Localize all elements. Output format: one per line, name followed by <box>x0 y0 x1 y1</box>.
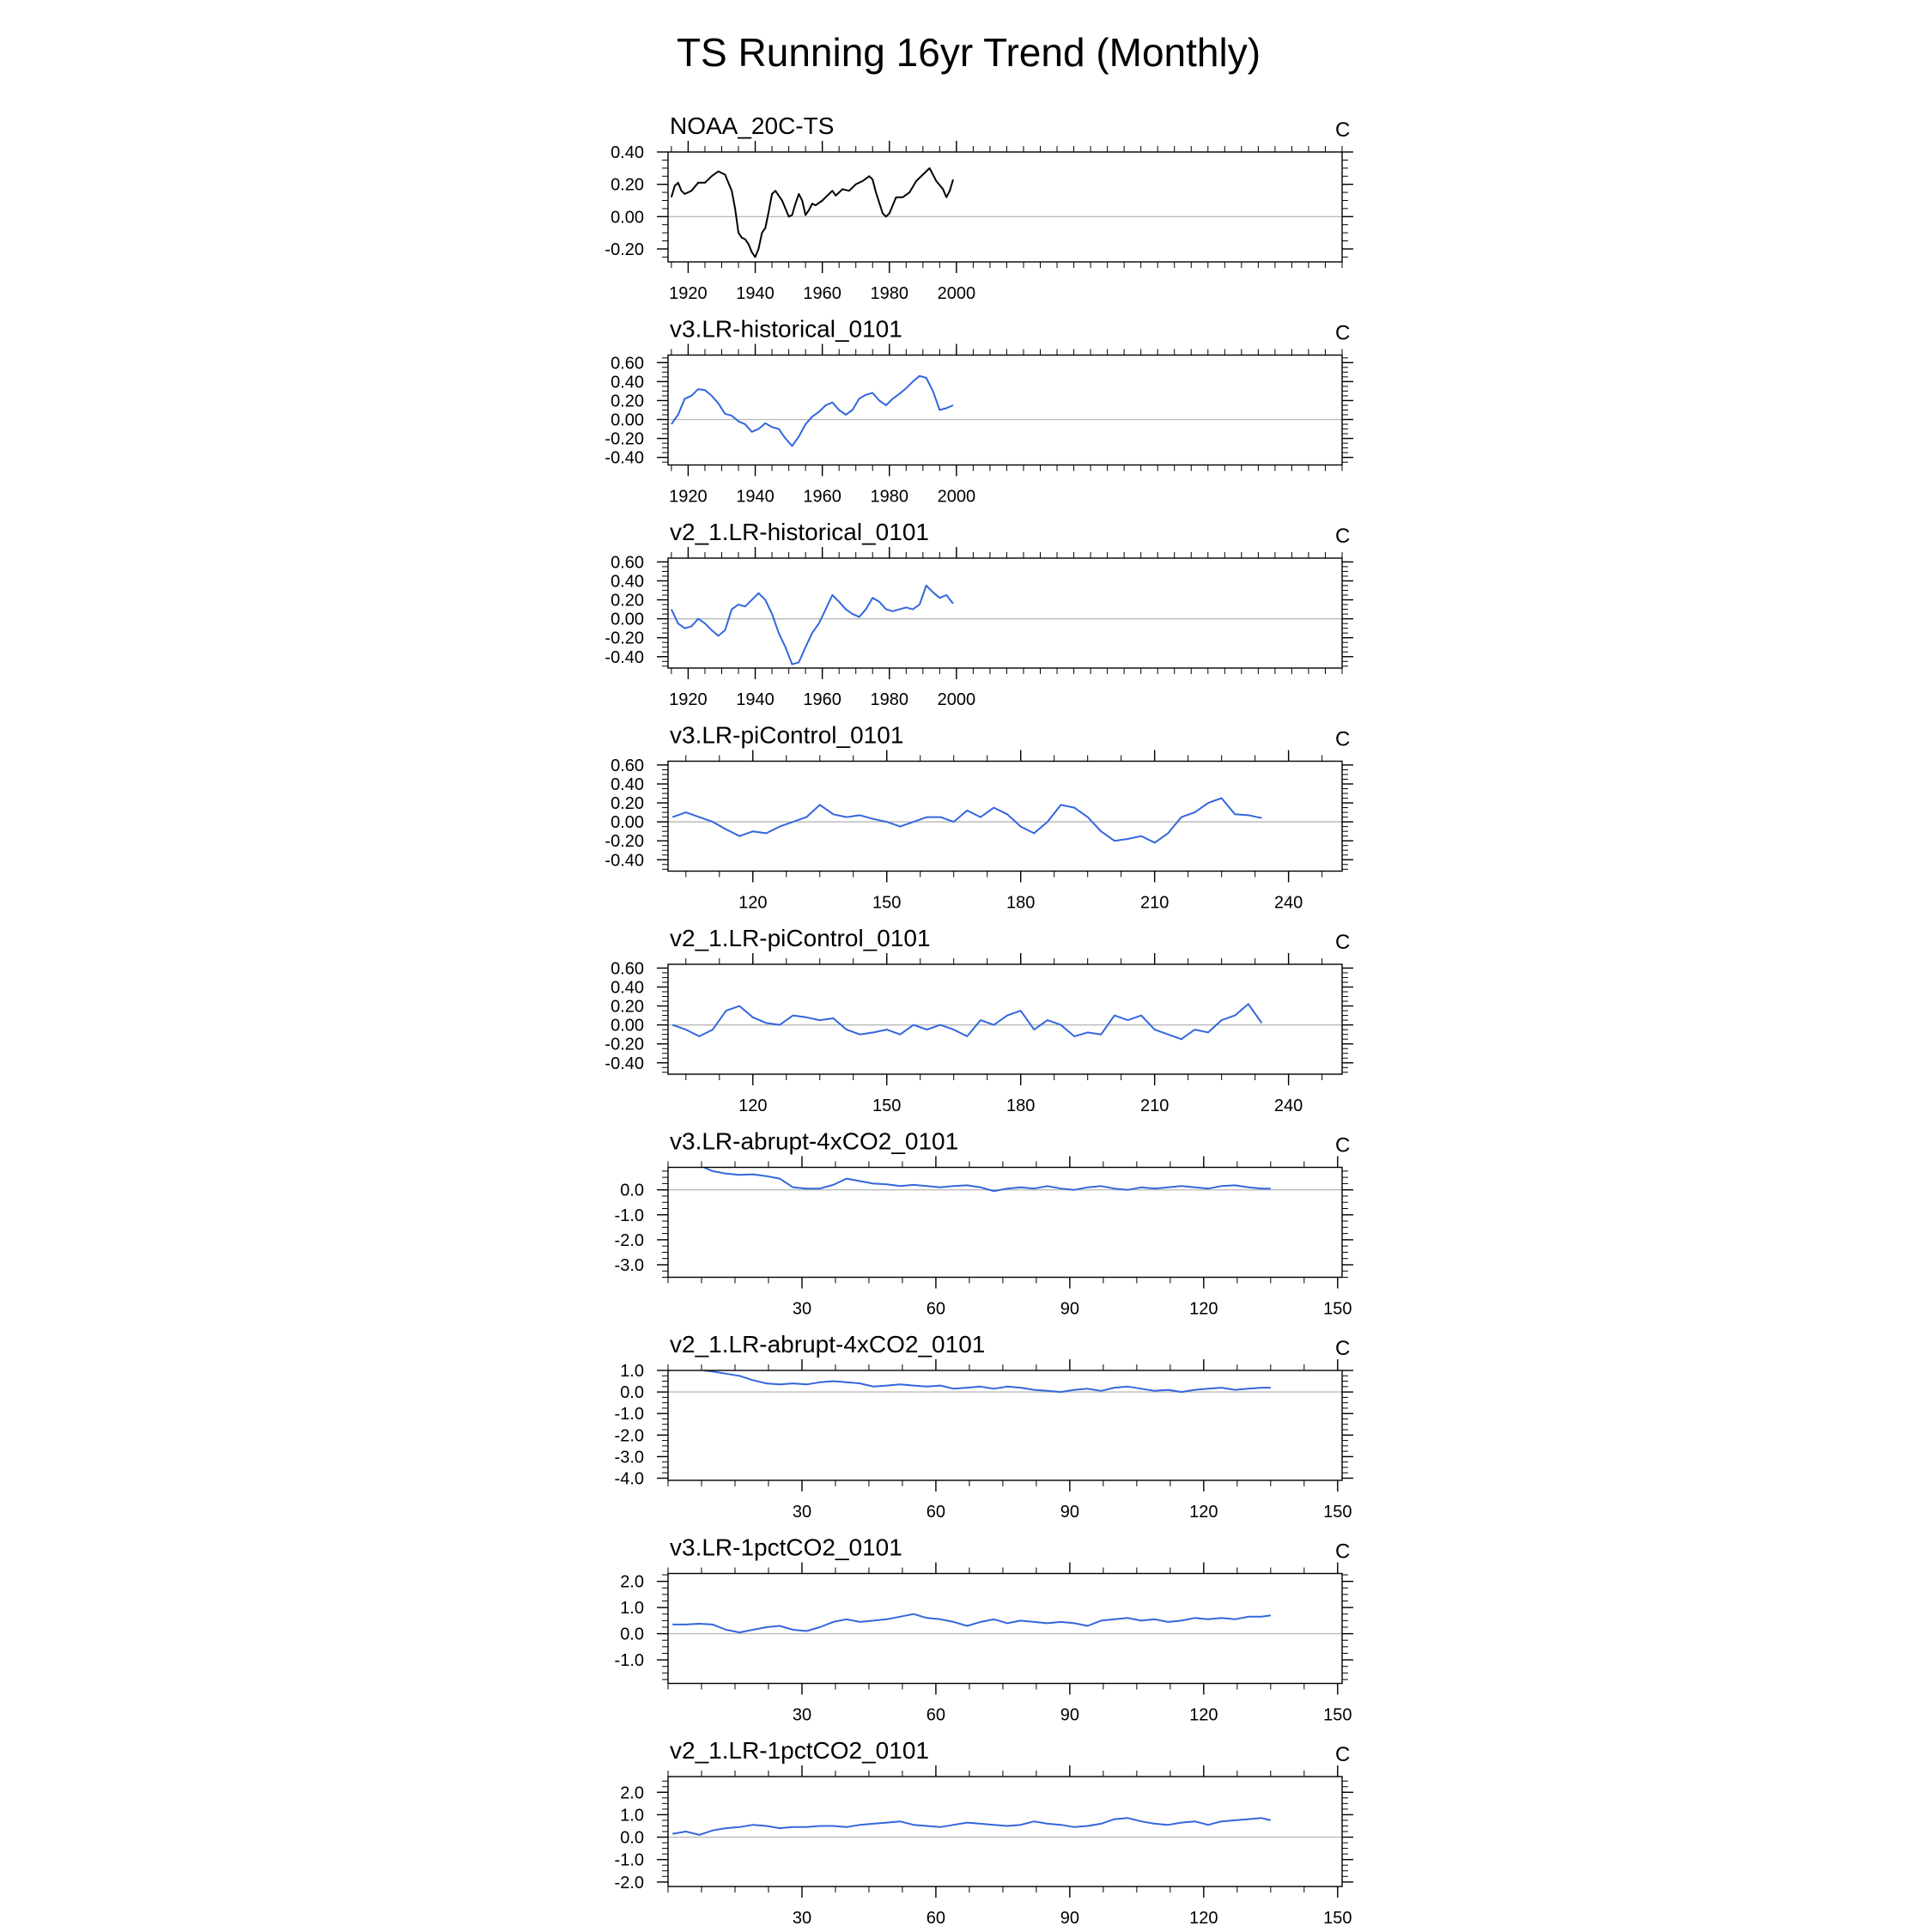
y-tick-label: 0.0 <box>620 1625 644 1644</box>
plot-frame <box>668 355 1342 465</box>
y-tick-label: 0.40 <box>611 143 644 162</box>
plot-frame <box>668 964 1342 1074</box>
x-tick-label: 90 <box>1060 1705 1080 1725</box>
panel-1 <box>605 112 1353 303</box>
x-tick-label: 180 <box>1006 893 1036 913</box>
x-tick-label: 30 <box>792 1503 812 1522</box>
y-tick-label: 0.00 <box>611 1016 644 1036</box>
y-tick-label: 0.60 <box>611 553 644 573</box>
y-tick-label: 0.60 <box>611 756 644 775</box>
y-tick-label: -0.20 <box>605 1035 644 1054</box>
y-tick-label: -0.40 <box>605 647 644 667</box>
y-tick-label: -0.20 <box>605 240 644 259</box>
y-tick-label: -0.40 <box>605 1054 644 1073</box>
panel-title: v2_1.LR-abrupt-4xCO2_0101 <box>670 1331 986 1358</box>
x-tick-label: 90 <box>1060 1909 1080 1928</box>
y-tick-label: 0.00 <box>611 813 644 833</box>
y-tick-label: 0.00 <box>611 208 644 228</box>
panel-title: v3.LR-1pctCO2_0101 <box>670 1534 902 1561</box>
y-tick-label: -2.0 <box>614 1230 644 1250</box>
x-tick-label: 180 <box>1006 1097 1036 1115</box>
plot-frame <box>668 1168 1342 1278</box>
panel-units: C <box>1335 1743 1351 1766</box>
x-tick-label: 30 <box>792 1299 812 1319</box>
x-tick-label: 1960 <box>803 284 841 303</box>
y-tick-label: -3.0 <box>614 1448 644 1467</box>
x-tick-label: 120 <box>1189 1909 1218 1928</box>
x-tick-label: 150 <box>872 893 902 913</box>
x-tick-label: 1940 <box>736 284 775 303</box>
x-tick-label: 120 <box>738 893 768 913</box>
panel-title: v2_1.LR-historical_0101 <box>670 519 929 545</box>
x-tick-label: 60 <box>926 1909 946 1928</box>
series-line <box>672 799 1261 843</box>
panel-title: v3.LR-historical_0101 <box>670 315 902 343</box>
y-tick-label: -1.0 <box>614 1850 644 1870</box>
panel-title: v2_1.LR-piControl_0101 <box>670 925 931 951</box>
series-line <box>671 376 953 447</box>
y-tick-label: 1.0 <box>620 1599 644 1619</box>
y-tick-label: -0.40 <box>605 851 644 871</box>
series-line <box>671 586 953 665</box>
y-tick-label: -0.20 <box>605 629 644 648</box>
x-tick-label: 2000 <box>937 690 976 709</box>
y-tick-label: -0.20 <box>605 429 644 449</box>
panel-units: C <box>1335 525 1351 548</box>
series-line <box>672 1818 1271 1835</box>
x-tick-label: 240 <box>1273 1097 1303 1115</box>
panel-5 <box>605 925 1353 1115</box>
x-tick-label: 60 <box>926 1503 946 1522</box>
panel-title: NOAA_20C-TS <box>670 112 835 139</box>
panel-6 <box>615 1128 1353 1319</box>
y-tick-label: 0.0 <box>620 1383 644 1403</box>
y-tick-label: 0.20 <box>611 392 644 411</box>
y-tick-label: -0.40 <box>605 448 644 468</box>
panels <box>605 112 1353 1928</box>
panel-units: C <box>1335 1540 1351 1564</box>
y-tick-label: -2.0 <box>614 1873 644 1893</box>
panel-title: v3.LR-piControl_0101 <box>670 721 904 749</box>
y-tick-label: 0.00 <box>611 610 644 629</box>
series-line <box>672 1004 1261 1039</box>
panel-9 <box>615 1737 1353 1928</box>
plot-frame <box>668 558 1342 668</box>
panel-units: C <box>1335 931 1351 954</box>
panel-2 <box>605 316 1353 507</box>
panel-7 <box>615 1331 1353 1522</box>
y-tick-label: 1.0 <box>620 1362 644 1381</box>
y-tick-label: -1.0 <box>614 1206 644 1225</box>
panel-title: v3.LR-abrupt-4xCO2_0101 <box>670 1127 959 1155</box>
x-tick-label: 210 <box>1139 893 1170 913</box>
panel-3 <box>605 519 1353 709</box>
panel-units: C <box>1335 1337 1351 1360</box>
x-tick-label: 1960 <box>803 690 841 709</box>
x-tick-label: 60 <box>926 1299 946 1319</box>
x-tick-label: 30 <box>792 1705 812 1725</box>
y-tick-label: 2.0 <box>620 1783 644 1803</box>
y-tick-label: 0.0 <box>620 1828 644 1848</box>
panel-units: C <box>1335 727 1351 751</box>
y-tick-label: 0.40 <box>611 572 644 592</box>
y-tick-label: 0.20 <box>611 794 644 814</box>
panel-units: C <box>1335 118 1351 142</box>
plot-frame <box>668 1777 1342 1886</box>
x-tick-label: 1980 <box>870 487 909 507</box>
y-tick-label: 0.40 <box>611 978 644 998</box>
panel-8 <box>615 1534 1353 1725</box>
plot-frame <box>668 762 1342 872</box>
y-tick-label: -3.0 <box>614 1255 644 1275</box>
series-line <box>671 168 953 258</box>
series-line <box>672 1614 1271 1632</box>
y-tick-label: 0.40 <box>611 775 644 794</box>
panel-units: C <box>1335 1133 1351 1157</box>
x-tick-label: 120 <box>1189 1299 1218 1319</box>
x-tick-label: 210 <box>1139 1097 1170 1115</box>
x-tick-label: 1960 <box>803 487 841 507</box>
panel-title: v2_1.LR-1pctCO2_0101 <box>670 1737 929 1764</box>
plot-frame <box>668 1574 1342 1684</box>
x-tick-label: 1940 <box>736 487 775 507</box>
y-tick-label: -1.0 <box>614 1651 644 1671</box>
panel-units: C <box>1335 321 1351 345</box>
x-tick-label: 150 <box>872 1097 902 1115</box>
x-tick-label: 150 <box>1323 1299 1352 1319</box>
y-tick-label: 1.0 <box>620 1806 644 1826</box>
x-tick-label: 1980 <box>870 284 909 303</box>
figure-title: TS Running 16yr Trend (Monthly) <box>676 30 1261 75</box>
x-tick-label: 120 <box>738 1097 768 1115</box>
x-tick-label: 1980 <box>870 690 909 709</box>
x-tick-label: 1920 <box>669 487 708 507</box>
x-tick-label: 90 <box>1060 1503 1080 1522</box>
y-tick-label: 2.0 <box>620 1572 644 1592</box>
series-line <box>704 1168 1271 1192</box>
panel-4 <box>605 722 1353 913</box>
x-tick-label: 150 <box>1323 1705 1352 1725</box>
x-tick-label: 150 <box>1323 1909 1352 1928</box>
y-tick-label: 0.0 <box>620 1181 644 1200</box>
y-tick-label: 0.60 <box>611 354 644 374</box>
x-tick-label: 30 <box>792 1909 812 1928</box>
x-tick-label: 1920 <box>669 690 708 709</box>
x-tick-label: 1920 <box>669 284 708 303</box>
y-tick-label: 0.20 <box>611 591 644 611</box>
y-tick-label: -0.20 <box>605 832 644 852</box>
series-line <box>704 1370 1271 1392</box>
y-tick-label: -1.0 <box>614 1405 644 1425</box>
y-tick-label: 0.20 <box>611 175 644 195</box>
y-tick-label: 0.20 <box>611 997 644 1017</box>
y-tick-label: -4.0 <box>614 1469 644 1489</box>
x-tick-label: 240 <box>1273 893 1303 913</box>
y-tick-label: 0.60 <box>611 959 644 979</box>
x-tick-label: 150 <box>1323 1503 1352 1522</box>
x-tick-label: 90 <box>1060 1299 1080 1319</box>
y-tick-label: -2.0 <box>614 1426 644 1446</box>
y-tick-label: 0.00 <box>611 410 644 430</box>
x-tick-label: 2000 <box>937 284 976 303</box>
x-tick-label: 60 <box>926 1705 946 1725</box>
x-tick-label: 120 <box>1189 1503 1218 1522</box>
x-tick-label: 1940 <box>736 690 775 709</box>
x-tick-label: 120 <box>1189 1705 1218 1725</box>
x-tick-label: 2000 <box>937 487 976 507</box>
y-tick-label: 0.40 <box>611 373 644 392</box>
